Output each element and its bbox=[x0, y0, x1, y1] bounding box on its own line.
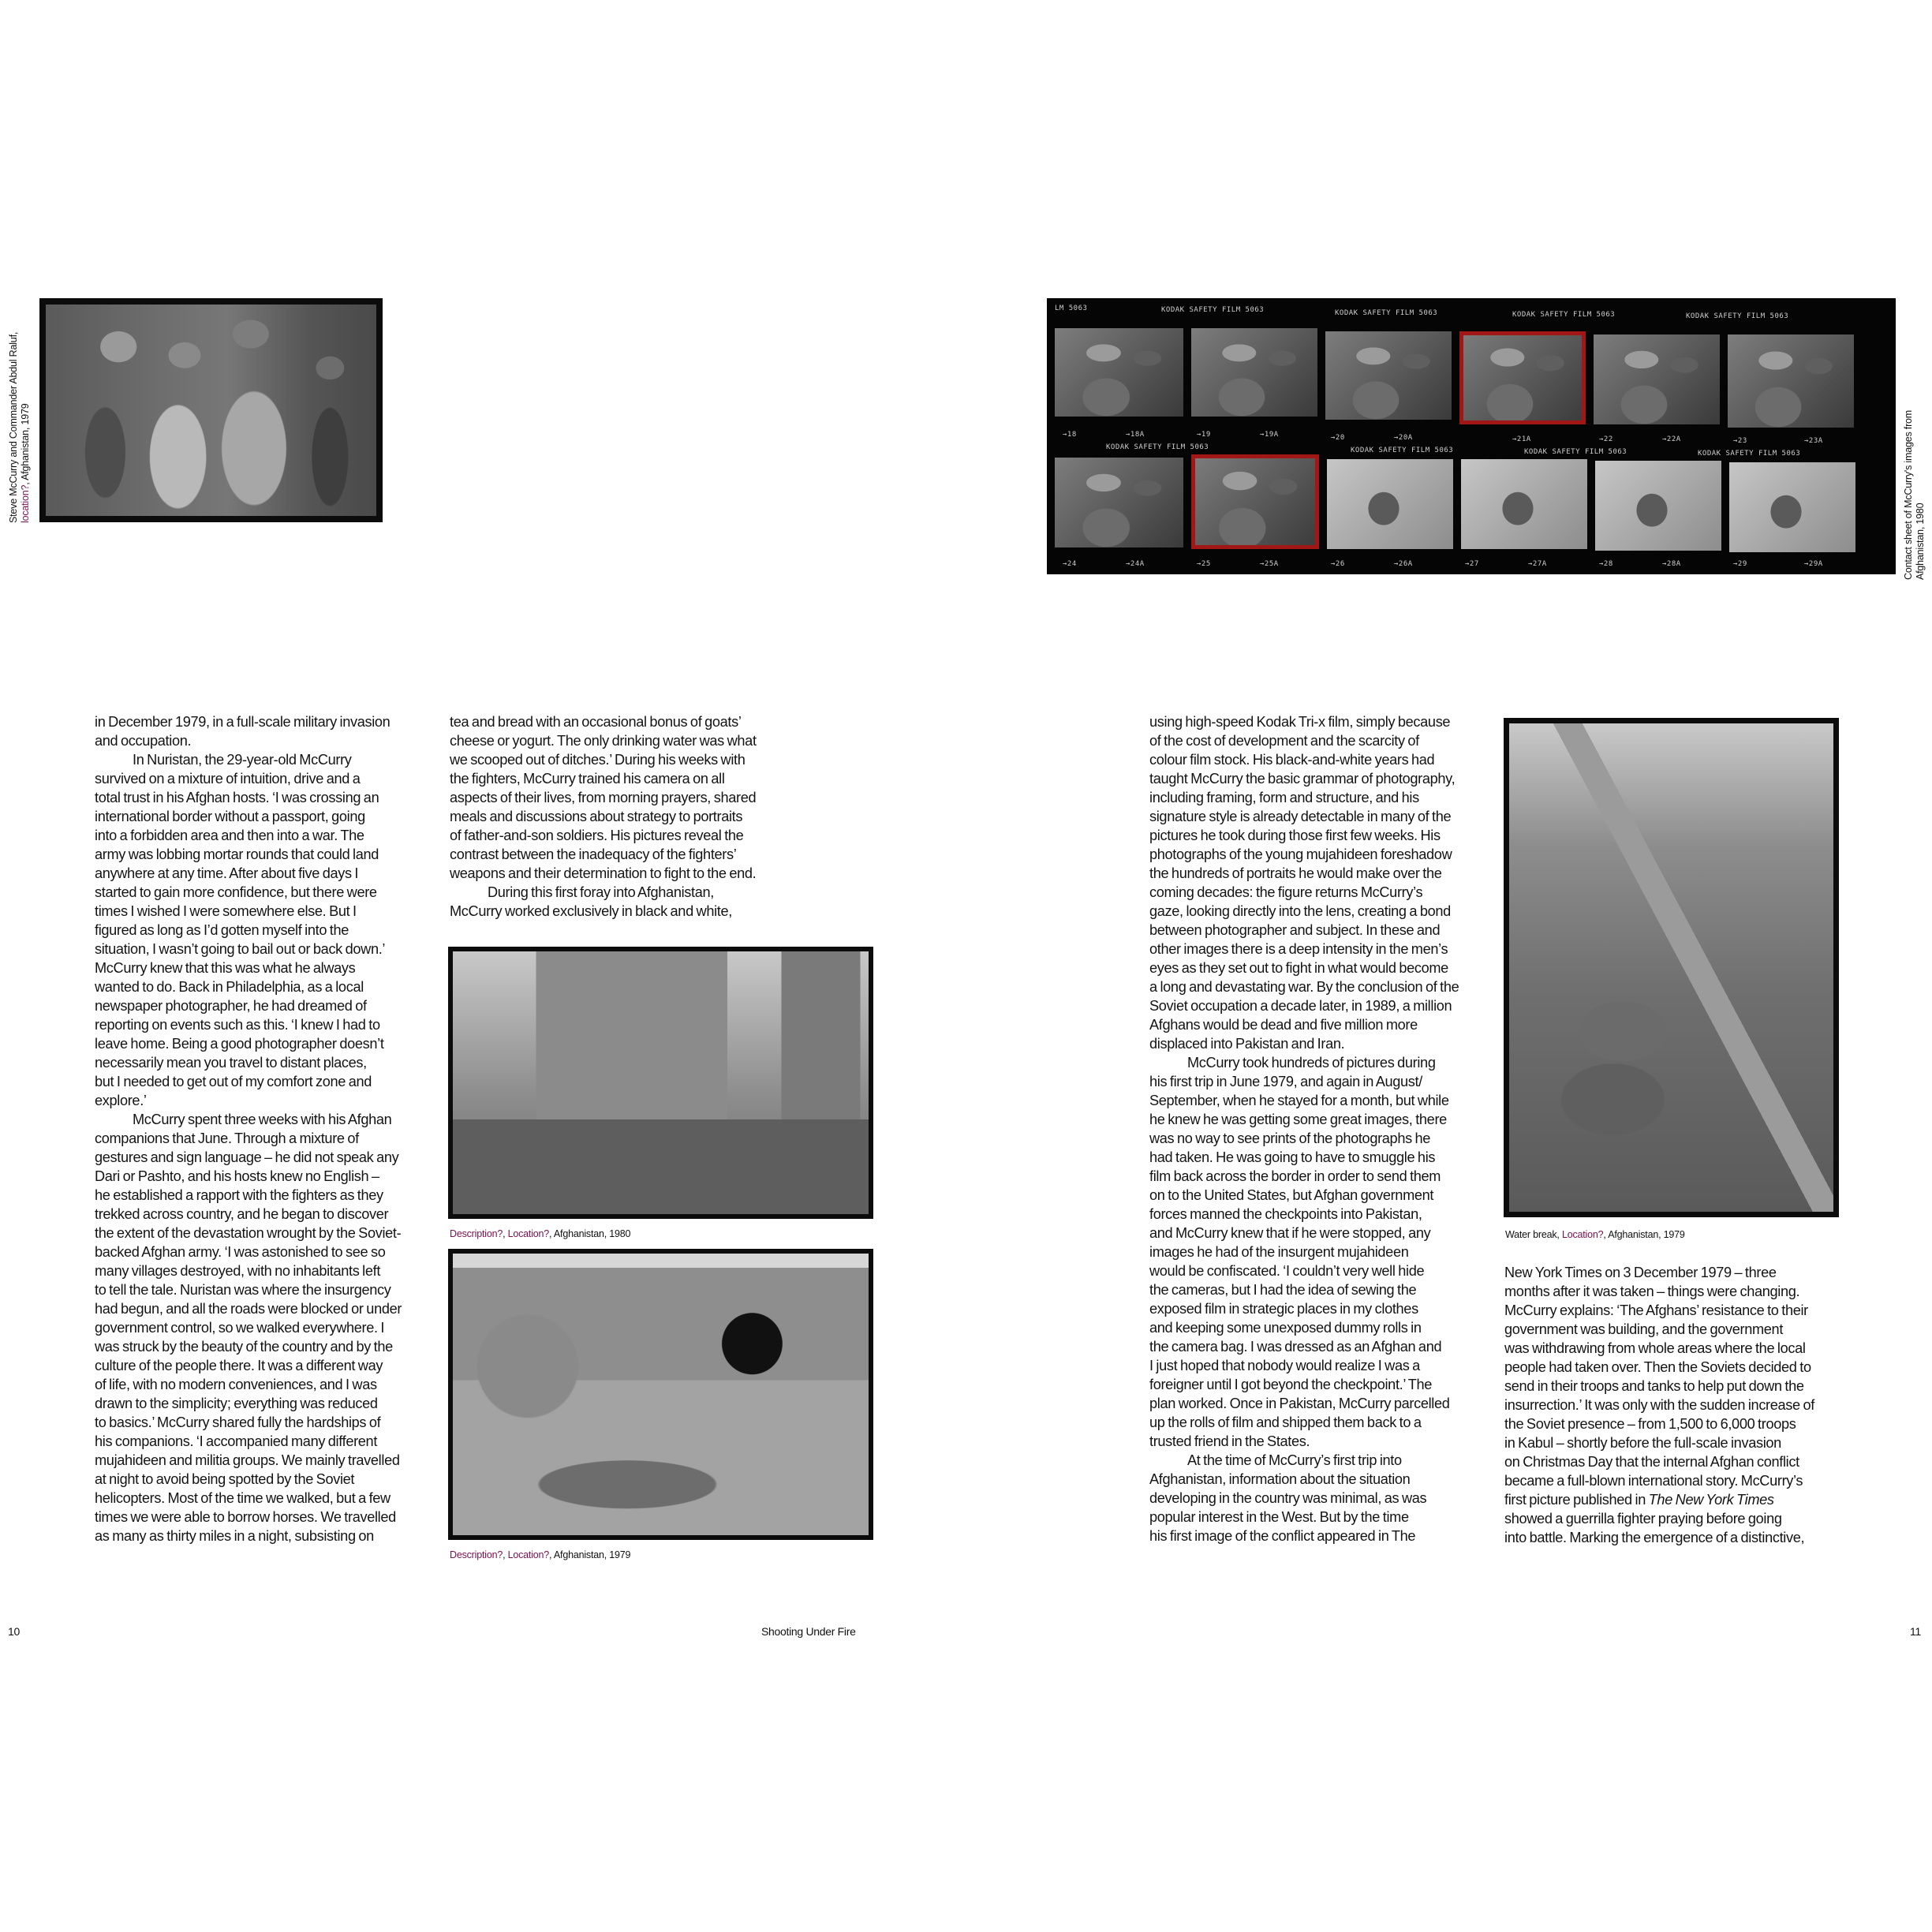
text-line: trusted friend in the States. bbox=[1149, 1433, 1310, 1449]
text-line: to tell the tale. Nuristan was where the insurgency bbox=[95, 1282, 391, 1298]
page-number-right: 11 bbox=[1910, 1625, 1921, 1638]
text-line: companions that June. Through a mixture of bbox=[95, 1130, 359, 1146]
contact-sheet bbox=[1047, 298, 1896, 574]
text-line: McCurry spent three weeks with his Afghan bbox=[133, 1112, 392, 1127]
frame-number: →28 bbox=[1599, 560, 1613, 568]
text-column-1 bbox=[95, 712, 434, 1545]
frame-number: →18A bbox=[1126, 431, 1145, 439]
frame-number: →23A bbox=[1804, 437, 1823, 445]
text-line: was no way to see prints of the photographs he bbox=[1149, 1130, 1431, 1146]
text-line: was withdrawing from whole areas where the local bbox=[1504, 1340, 1806, 1356]
camp-caption-description: Description? bbox=[450, 1549, 503, 1560]
contact-film-label: KODAK SAFETY FILM 5063 bbox=[1686, 312, 1789, 320]
contact-frame bbox=[1594, 334, 1720, 424]
text-line: send in their troops and tanks to help put down the bbox=[1504, 1378, 1804, 1394]
text-line: McCurry explains: ‘The Afghans’ resistance to their bbox=[1504, 1302, 1808, 1318]
text-line: During this first foray into Afghanistan, bbox=[488, 884, 714, 900]
contact-frame bbox=[1055, 458, 1183, 547]
text-line: film back across the border in order to send them bbox=[1149, 1168, 1441, 1184]
text-line: signature style is already detectable in many of the bbox=[1149, 809, 1452, 824]
text-line: and occupation. bbox=[95, 733, 192, 749]
text-line: had begun, and all the roads were blocked or under bbox=[95, 1301, 402, 1317]
text-line: total trust in his Afghan hosts. ‘I was crossing an bbox=[95, 790, 379, 805]
portrait-caption-line2 bbox=[20, 332, 32, 523]
text-line: popular interest in the West. But by the time bbox=[1149, 1509, 1409, 1525]
text-line: and keeping some unexposed dummy rolls in bbox=[1149, 1320, 1422, 1336]
frame-number: →25A bbox=[1260, 560, 1279, 568]
text-line: photographs of the young mujahideen foreshadow bbox=[1149, 846, 1452, 862]
village-caption-description: Description? bbox=[450, 1228, 503, 1239]
text-line: gestures and sign language – he did not speak any bbox=[95, 1149, 399, 1165]
text-line: times we were able to borrow horses. We travelled bbox=[95, 1509, 396, 1525]
text-line: trekked across country, and he began to discover bbox=[95, 1206, 389, 1222]
text-line: backed Afghan army. ‘I was astonished to see so bbox=[95, 1244, 386, 1260]
camp-caption bbox=[450, 1549, 630, 1561]
frame-number: →28A bbox=[1662, 560, 1681, 568]
text-line: images he had of the insurgent mujahideen bbox=[1149, 1244, 1409, 1260]
text-line: tea and bread with an occasional bonus of goats’ bbox=[450, 714, 742, 730]
contact-film-label: KODAK SAFETY FILM 5063 bbox=[1524, 448, 1627, 456]
text-line: including framing, form and structure, and his bbox=[1149, 790, 1419, 805]
frame-number: →23 bbox=[1733, 437, 1747, 445]
text-line: government control, so we walked everywhere. I bbox=[95, 1320, 385, 1336]
frame-number: →24A bbox=[1126, 560, 1145, 568]
caption-separator: , bbox=[503, 1228, 508, 1239]
text-line: colour film stock. His black-and-white years had bbox=[1149, 752, 1435, 768]
text-line: eyes as they set out to fight in what would become bbox=[1149, 960, 1448, 976]
text-line: up the rolls of film and shipped them back to a bbox=[1149, 1414, 1422, 1430]
contact-sheet-caption bbox=[1903, 410, 1926, 580]
frame-number: →22 bbox=[1599, 435, 1613, 443]
text-line: New York Times on 3 December 1979 – three bbox=[1504, 1265, 1777, 1280]
text-line: using high-speed Kodak Tri-x film, simply because bbox=[1149, 714, 1451, 730]
text-line: many villages destroyed, with no inhabitants left bbox=[95, 1263, 381, 1279]
contact-frame bbox=[1327, 459, 1453, 549]
text-line: McCurry worked exclusively in black and white, bbox=[450, 903, 732, 919]
frame-number: →26 bbox=[1331, 560, 1345, 568]
text-line: the cameras, but I had the idea of sewing the bbox=[1149, 1282, 1417, 1298]
text-line: mujahideen and militia groups. We mainly travelled bbox=[95, 1452, 400, 1468]
contact-frame bbox=[1461, 459, 1587, 549]
text-line: government was building, and the government bbox=[1504, 1321, 1784, 1337]
water-break-photo bbox=[1504, 718, 1839, 1217]
text-line: September, when he stayed for a month, but while bbox=[1149, 1093, 1449, 1108]
text-line: leave home. Being a good photographer doesn’t bbox=[95, 1036, 384, 1052]
text-line: I just hoped that nobody would realize I was a bbox=[1149, 1358, 1420, 1373]
text-line: meals and discussions about strategy to portraits bbox=[450, 809, 743, 824]
text-line: we scooped out of ditches.’ During his weeks with bbox=[450, 752, 746, 768]
text-line: in Kabul – shortly before the full-scale invasion bbox=[1504, 1435, 1781, 1451]
text-line: McCurry took hundreds of pictures during bbox=[1187, 1055, 1436, 1071]
text-line: between photographer and subject. In these and bbox=[1149, 922, 1441, 938]
text-line: aspects of their lives, from morning prayers, shared bbox=[450, 790, 757, 805]
frame-number: →19 bbox=[1197, 431, 1211, 439]
text-line: and McCurry knew that if he were stopped, any bbox=[1149, 1225, 1431, 1241]
water-break-caption-description: Water break, bbox=[1505, 1229, 1562, 1240]
frame-number: →27A bbox=[1528, 560, 1547, 568]
caption-separator: , bbox=[503, 1549, 508, 1560]
page-number-left: 10 bbox=[8, 1625, 20, 1638]
text-line: a long and devastating war. By the conclusion of the bbox=[1149, 979, 1459, 995]
frame-number: →24 bbox=[1063, 560, 1077, 568]
contact-film-label: KODAK SAFETY FILM 5063 bbox=[1335, 309, 1438, 317]
contact-film-label: KODAK SAFETY FILM 5063 bbox=[1106, 443, 1209, 451]
text-line: into a forbidden area and then into a war. The bbox=[95, 828, 364, 843]
portrait-caption-location: location? bbox=[20, 484, 31, 523]
text-column-2 bbox=[450, 712, 797, 921]
text-line: his first image of the conflict appeared in The bbox=[1149, 1528, 1416, 1544]
text-line: figured as long as I’d gotten myself into the bbox=[95, 922, 349, 938]
frame-number: →26A bbox=[1394, 560, 1413, 568]
text-line: but I needed to get out of my comfort zone and bbox=[95, 1074, 372, 1089]
publication-title: The New York Times bbox=[1648, 1492, 1774, 1508]
text-line: wanted to do. Back in Philadelphia, as a local bbox=[95, 979, 364, 995]
text-line: in December 1979, in a full-scale military invasion bbox=[95, 714, 391, 730]
contact-sheet-caption-line1: Contact sheet of McCurry's images from bbox=[1903, 410, 1914, 580]
text-line: the extent of the devastation wrought by the Soviet- bbox=[95, 1225, 402, 1241]
text-line: into battle. Marking the emergence of a distinctive, bbox=[1504, 1530, 1805, 1545]
text-line: explore.’ bbox=[95, 1093, 147, 1108]
village-caption-location: Location? bbox=[507, 1228, 550, 1239]
text-line: he established a rapport with the fighters as they bbox=[95, 1187, 383, 1203]
water-break-image bbox=[1509, 723, 1833, 1212]
text-line: Soviet occupation a decade later, in 1989, a million bbox=[1149, 998, 1452, 1014]
text-line: gaze, looking directly into the lens, creating a bond bbox=[1149, 903, 1451, 919]
text-line: other images there is a deep intensity in the men’s bbox=[1149, 941, 1448, 957]
camp-photo bbox=[448, 1249, 873, 1540]
portrait-photo bbox=[39, 298, 383, 522]
text-line: times I wished I were somewhere else. But I bbox=[95, 903, 357, 919]
water-break-caption-location: Location? bbox=[1561, 1229, 1604, 1240]
portrait-image bbox=[46, 305, 376, 516]
text-line: became a full-blown international story. McCurry’s bbox=[1504, 1473, 1803, 1489]
contact-frame bbox=[1728, 334, 1854, 428]
text-line: foreigner until I got beyond the checkpoint.’ The bbox=[1149, 1377, 1433, 1392]
text-line: on to the United States, but Afghan government bbox=[1149, 1187, 1434, 1203]
contact-frame-selected bbox=[1191, 454, 1319, 549]
text-line: of father-and-son soldiers. His pictures reveal the bbox=[450, 828, 744, 843]
camp-caption-tail: , Afghanistan, 1979 bbox=[549, 1549, 631, 1560]
text-line: as many as thirty miles in a night, subsisting on bbox=[95, 1528, 374, 1544]
text-line: on Christmas Day that the internal Afghan conflict bbox=[1504, 1454, 1799, 1470]
text-line: situation, I wasn’t going to bail out or back down.’ bbox=[95, 941, 386, 957]
text-line: forces manned the checkpoints into Pakistan, bbox=[1149, 1206, 1422, 1222]
text-line: reporting on events such as this. ‘I knew I had to bbox=[95, 1017, 380, 1033]
text-line: the hundreds of portraits he would make over the bbox=[1149, 865, 1442, 881]
text-line: exposed film in strategic places in my clothes bbox=[1149, 1301, 1418, 1317]
text-line: had taken. He was going to have to smuggle his bbox=[1149, 1149, 1436, 1165]
text-line: started to gain more confidence, but there were bbox=[95, 884, 377, 900]
frame-number: →20 bbox=[1331, 434, 1345, 442]
water-break-caption-tail: , Afghanistan, 1979 bbox=[1603, 1229, 1685, 1240]
frame-number: →25 bbox=[1197, 560, 1211, 568]
text-line: the fighters, McCurry trained his camera on all bbox=[450, 771, 725, 787]
text-line: drawn to the simplicity; everything was reduced bbox=[95, 1396, 378, 1411]
text-line: people had taken over. Then the Soviets decided to bbox=[1504, 1359, 1811, 1375]
contact-frame bbox=[1191, 328, 1317, 417]
contact-sheet-caption-line2: Afghanistan, 1980 bbox=[1915, 503, 1926, 580]
text-column-4 bbox=[1504, 1263, 1852, 1547]
text-line: helicopters. Most of the time we walked, but a few bbox=[95, 1490, 391, 1506]
frame-number: →19A bbox=[1260, 431, 1279, 439]
text-line: survived on a mixture of intuition, drive and a bbox=[95, 771, 361, 787]
contact-edge-label: LM 5063 bbox=[1055, 305, 1088, 312]
contact-film-label: KODAK SAFETY FILM 5063 bbox=[1698, 450, 1801, 458]
text-line: pictures he took during those first few weeks. His bbox=[1149, 828, 1441, 843]
text-line: McCurry knew that this was what he always bbox=[95, 960, 356, 976]
text-line: plan worked. Once in Pakistan, McCurry parcelled bbox=[1149, 1396, 1450, 1411]
text-line: the Soviet presence – from 1,500 to 6,000 troops bbox=[1504, 1416, 1796, 1432]
frame-number: →29A bbox=[1804, 560, 1823, 568]
text-line: coming decades: the figure returns McCurry’s bbox=[1149, 884, 1423, 900]
camp-caption-location: Location? bbox=[507, 1549, 550, 1560]
text-line: months after it was taken – things were changing. bbox=[1504, 1284, 1800, 1299]
text-line: developing in the country was minimal, as was bbox=[1149, 1490, 1427, 1506]
contact-frame bbox=[1055, 328, 1183, 417]
contact-film-label: KODAK SAFETY FILM 5063 bbox=[1512, 311, 1616, 319]
text-line: the camera bag. I was dressed as an Afghan and bbox=[1149, 1339, 1442, 1355]
contact-film-label: KODAK SAFETY FILM 5063 bbox=[1161, 306, 1265, 314]
text-line: international border without a passport, going bbox=[95, 809, 365, 824]
text-line: was struck by the beauty of the country and by the bbox=[95, 1339, 393, 1355]
contact-frame bbox=[1325, 331, 1452, 420]
village-image bbox=[453, 951, 869, 1214]
text-line: insurrection.’ It was only with the sudden increase of bbox=[1504, 1397, 1814, 1413]
contact-film-label: KODAK SAFETY FILM 5063 bbox=[1351, 447, 1454, 454]
text-line: In Nuristan, the 29-year-old McCurry bbox=[133, 752, 352, 768]
frame-number: →29 bbox=[1733, 560, 1747, 568]
text-line: At the time of McCurry’s first trip into bbox=[1187, 1452, 1402, 1468]
water-break-caption bbox=[1505, 1228, 1685, 1241]
portrait-caption-tail: , Afghanistan, 1979 bbox=[20, 403, 31, 485]
village-photo bbox=[448, 947, 873, 1219]
frame-number: →22A bbox=[1662, 435, 1681, 443]
text-line: anywhere at any time. After about five days I bbox=[95, 865, 359, 881]
running-title: Shooting Under Fire bbox=[761, 1625, 856, 1638]
text-line: necessarily mean you travel to distant places, bbox=[95, 1055, 367, 1071]
text-line: to basics.’ McCurry shared fully the hardships of bbox=[95, 1414, 381, 1430]
text-line: of life, with no modern conveniences, and I was bbox=[95, 1377, 377, 1392]
text-line: showed a guerrilla fighter praying before going bbox=[1504, 1511, 1782, 1527]
frame-number: →18 bbox=[1063, 431, 1077, 439]
contact-frame-selected bbox=[1459, 331, 1586, 424]
text-line: would be confiscated. ‘I couldn’t very well hide bbox=[1149, 1263, 1425, 1279]
text-line: at night to avoid being spotted by the Soviet bbox=[95, 1471, 355, 1487]
text-line: army was lobbing mortar rounds that could land bbox=[95, 846, 379, 862]
text-line: cheese or yogurt. The only drinking water was what bbox=[450, 733, 757, 749]
frame-number: →21A bbox=[1512, 435, 1531, 443]
text-fragment: first picture published in bbox=[1504, 1492, 1646, 1508]
village-caption-tail: , Afghanistan, 1980 bbox=[549, 1228, 631, 1239]
text-column-3 bbox=[1149, 712, 1497, 1545]
frame-number: →27 bbox=[1465, 560, 1479, 568]
text-line: newspaper photographer, he had dreamed of bbox=[95, 998, 367, 1014]
village-caption bbox=[450, 1228, 630, 1240]
text-line: culture of the people there. It was a different way bbox=[95, 1358, 383, 1373]
text-line: of the cost of development and the scarcity of bbox=[1149, 733, 1419, 749]
camp-image bbox=[453, 1254, 869, 1535]
text-line: weapons and their determination to fight to the end. bbox=[450, 865, 757, 881]
text-line: his first trip in June 1979, and again in August/ bbox=[1149, 1074, 1422, 1089]
text-line: he knew he was getting some great images, there bbox=[1149, 1112, 1447, 1127]
frame-number: →20A bbox=[1394, 434, 1413, 442]
text-line bbox=[1504, 1490, 1852, 1509]
text-line: his companions. ‘I accompanied many different bbox=[95, 1433, 378, 1449]
contact-frame bbox=[1729, 462, 1855, 552]
text-line: contrast between the inadequacy of the fighters’ bbox=[450, 846, 737, 862]
text-line: taught McCurry the basic grammar of photography, bbox=[1149, 771, 1456, 787]
text-line: displaced into Pakistan and Iran. bbox=[1149, 1036, 1345, 1052]
portrait-caption-line1: Steve McCurry and Commander Abdul Raluf, bbox=[8, 331, 19, 523]
contact-frame bbox=[1595, 461, 1721, 551]
text-line: Dari or Pashto, and his hosts knew no English – bbox=[95, 1168, 379, 1184]
text-line: Afghans would be dead and five million more bbox=[1149, 1017, 1418, 1033]
text-line: Afghanistan, information about the situation bbox=[1149, 1471, 1411, 1487]
portrait-caption bbox=[8, 332, 32, 523]
